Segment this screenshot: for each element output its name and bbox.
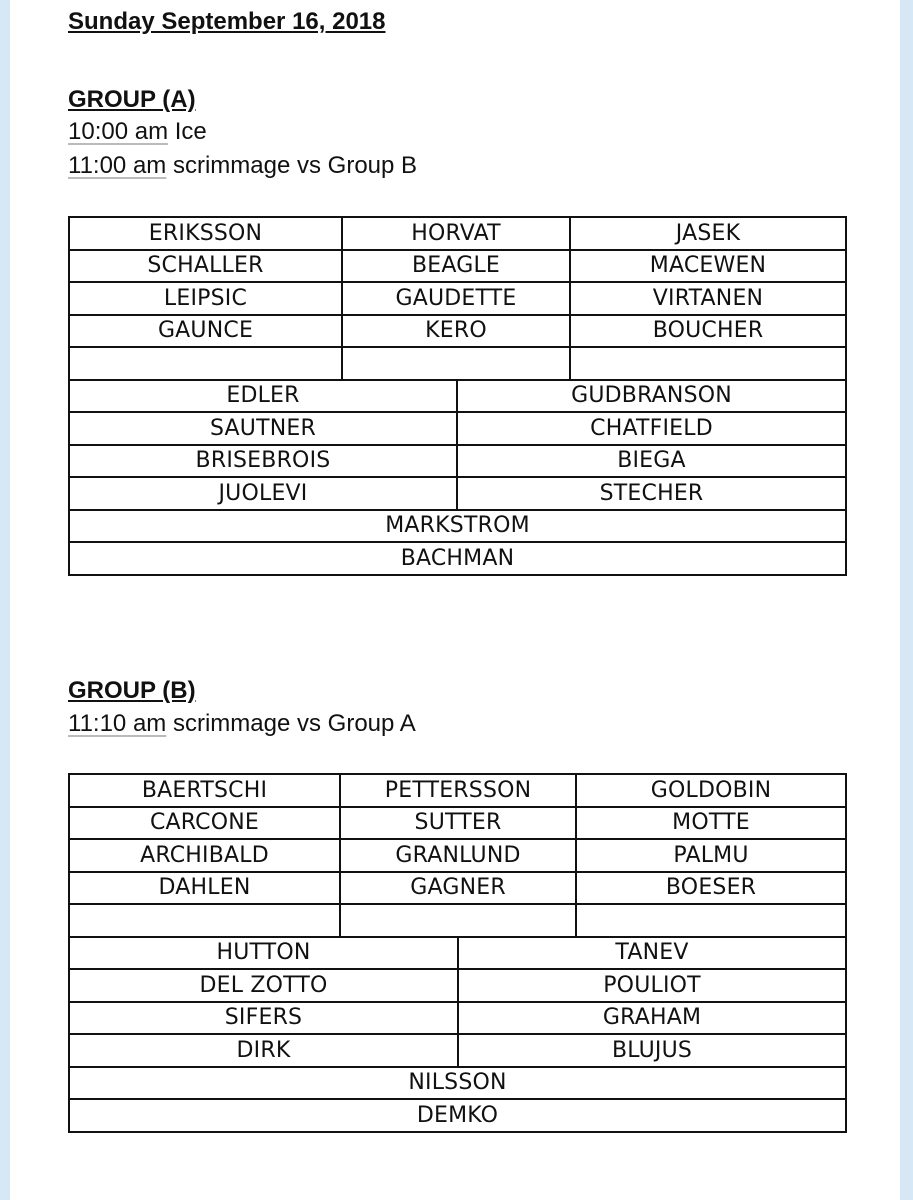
defense-cell: BLUJUS xyxy=(458,1034,846,1067)
group-a-schedule-line-1 xyxy=(68,118,207,146)
goalie-row xyxy=(69,542,846,575)
empty-cell xyxy=(342,347,570,380)
defense-cell: BRISEBROIS xyxy=(69,445,457,478)
forward-cell: BEAGLE xyxy=(342,250,570,283)
empty-cell xyxy=(576,904,846,937)
schedule-time: 11:00 am xyxy=(68,152,167,179)
empty-cell xyxy=(570,347,846,380)
forward-line xyxy=(69,217,846,250)
defense-cell: SIFERS xyxy=(69,1002,458,1035)
defense-cell: DEL ZOTTO xyxy=(69,969,458,1002)
date-heading: Sunday September 16, 2018 xyxy=(68,8,386,35)
group-b-schedule-line-1 xyxy=(68,710,416,738)
schedule-time: 11:10 am xyxy=(68,710,167,737)
defense-pair xyxy=(69,969,846,1002)
defense-cell: POULIOT xyxy=(458,969,846,1002)
schedule-desc: scrimmage vs Group B xyxy=(166,152,418,179)
defense-cell: CHATFIELD xyxy=(457,412,846,445)
defense-cell: EDLER xyxy=(69,380,457,413)
forward-cell: ERIKSSON xyxy=(69,217,342,250)
forward-line xyxy=(69,250,846,283)
defense-pair xyxy=(69,937,846,970)
group-b-roster-table xyxy=(68,773,847,1133)
defense-cell: GRAHAM xyxy=(458,1002,846,1035)
forward-cell: MOTTE xyxy=(576,807,846,840)
forward-line xyxy=(69,774,846,807)
forward-cell: VIRTANEN xyxy=(570,282,846,315)
empty-cell xyxy=(69,904,340,937)
defense-pair xyxy=(69,412,846,445)
forward-cell: ARCHIBALD xyxy=(69,839,340,872)
schedule-time: 10:00 am xyxy=(68,118,169,145)
forward-cell: PETTERSSON xyxy=(340,774,576,807)
group-a-schedule-line-2 xyxy=(68,152,417,180)
forward-cell: GAUDETTE xyxy=(342,282,570,315)
forward-cell: CARCONE xyxy=(69,807,340,840)
forward-cell: JASEK xyxy=(570,217,846,250)
goalie-row xyxy=(69,1067,846,1100)
defense-pair xyxy=(69,380,846,413)
forward-line-empty xyxy=(69,347,846,380)
defense-cell: GUDBRANSON xyxy=(457,380,846,413)
goalie-cell: MARKSTROM xyxy=(69,510,846,543)
forward-cell: SUTTER xyxy=(340,807,576,840)
forward-cell: BOESER xyxy=(576,872,846,905)
forward-line xyxy=(69,872,846,905)
forward-line xyxy=(69,315,846,348)
forward-cell: HORVAT xyxy=(342,217,570,250)
defense-pair xyxy=(69,1002,846,1035)
goalie-cell: BACHMAN xyxy=(69,542,846,575)
defense-cell: SAUTNER xyxy=(69,412,457,445)
defense-cell: DIRK xyxy=(69,1034,458,1067)
group-b-heading: GROUP (B) xyxy=(68,677,196,704)
goalie-cell: NILSSON xyxy=(69,1067,846,1100)
forward-line-empty xyxy=(69,904,846,937)
defense-pair xyxy=(69,477,846,510)
schedule-desc: Ice xyxy=(168,118,207,145)
forward-cell: BAERTSCHI xyxy=(69,774,340,807)
forward-line xyxy=(69,807,846,840)
group-a-roster-table xyxy=(68,216,847,576)
forward-cell: SCHALLER xyxy=(69,250,342,283)
group-a-heading: GROUP (A) xyxy=(68,86,196,113)
defense-pair xyxy=(69,445,846,478)
forward-line xyxy=(69,839,846,872)
defense-cell: JUOLEVI xyxy=(69,477,457,510)
forward-cell: LEIPSIC xyxy=(69,282,342,315)
forward-cell: GOLDOBIN xyxy=(576,774,846,807)
forward-cell: GAUNCE xyxy=(69,315,342,348)
forward-cell: PALMU xyxy=(576,839,846,872)
goalie-row xyxy=(69,1099,846,1132)
schedule-desc: scrimmage vs Group A xyxy=(166,710,416,737)
schedule-page xyxy=(10,0,900,1200)
forward-cell: BOUCHER xyxy=(570,315,846,348)
empty-cell xyxy=(69,347,342,380)
defense-pair xyxy=(69,1034,846,1067)
forward-cell: GAGNER xyxy=(340,872,576,905)
defense-cell: HUTTON xyxy=(69,937,458,970)
defense-cell: TANEV xyxy=(458,937,846,970)
forward-cell: KERO xyxy=(342,315,570,348)
forward-line xyxy=(69,282,846,315)
forward-cell: DAHLEN xyxy=(69,872,340,905)
defense-cell: STECHER xyxy=(457,477,846,510)
defense-cell: BIEGA xyxy=(457,445,846,478)
forward-cell: MACEWEN xyxy=(570,250,846,283)
empty-cell xyxy=(340,904,576,937)
goalie-cell: DEMKO xyxy=(69,1099,846,1132)
goalie-row xyxy=(69,510,846,543)
forward-cell: GRANLUND xyxy=(340,839,576,872)
